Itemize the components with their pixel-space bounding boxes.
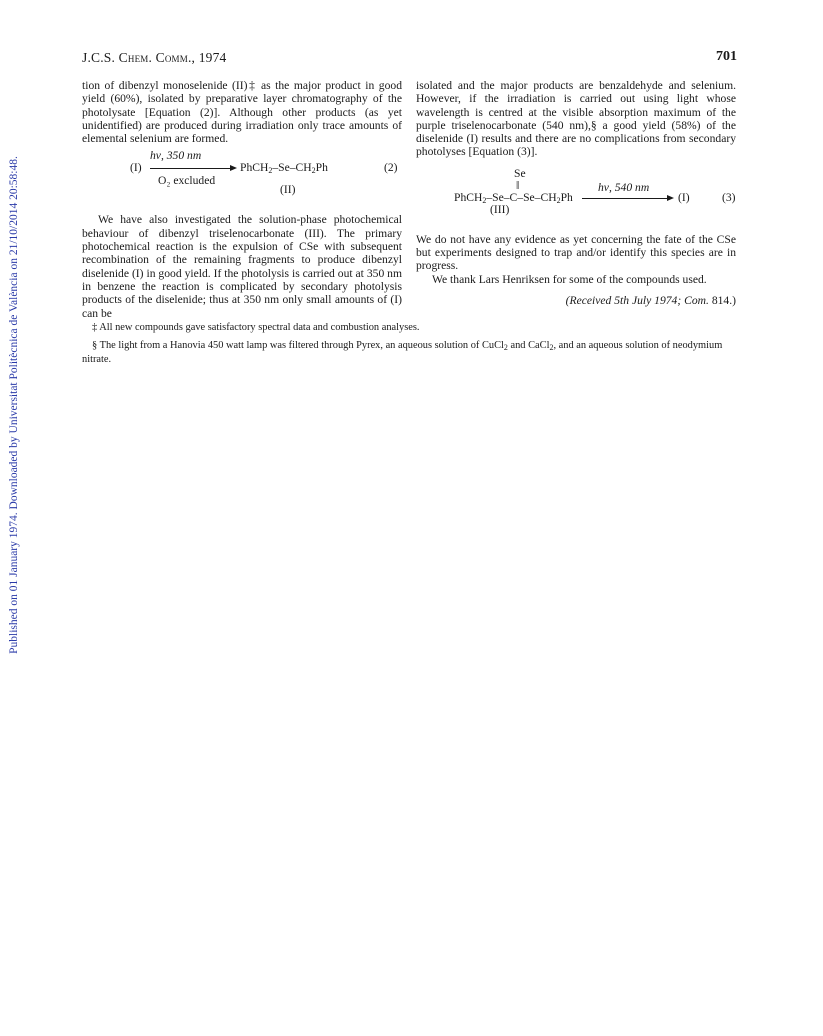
right-para-2: We do not have any evidence as yet concerning the fate of the CSe but experiments designed to trap and/or identify this species are in progress. (416, 232, 736, 273)
left-para-2: We have also investigated the solution-phase photochemical behaviour of dibenzyl triselenocarbonate (III). The primary photochemical reaction is the expulsion of CSe with subsequent recombination of the remaining fragments to produce dibenzyl diselenide (I) in good yield. If the photolysis is carried out at 350 nm in benzene the reaction is complicated by secondary photolysis products of the diselenide; thus at 350 nm only small amounts of (I) can be (82, 213, 402, 320)
left-para-1: tion of dibenzyl monoselenide (II)‡ as the major product in good yield (60%), isolated by preparative layer chromatography of the photolysate [Equation (2)]. Although other products (as yet unidentified) are produced during irradiation only trace amounts of elemental selenium are formed. (82, 79, 402, 146)
right-column (416, 79, 736, 307)
eq2-above: hν, 350 nm (150, 149, 202, 163)
eq2-product-label: (II) (280, 183, 296, 197)
eq2-below: O₂ excluded (158, 174, 216, 188)
eq2-arrow-head (230, 165, 237, 171)
right-para-3: We thank Lars Henriksen for some of the compounds used. (432, 272, 707, 286)
eq2-arrow (150, 168, 231, 169)
equation-3 (416, 167, 736, 233)
eq3-reactant: $PhCH_2-Se-C-Se-CH_2Ph$ (454, 190, 573, 205)
eq3-number: (3) (722, 190, 736, 204)
journal-prefix: J.C.S. (82, 50, 116, 65)
footnote-1-text: All new compounds gave satisfactory spectral data and combustion analyses. (97, 322, 420, 333)
journal-header (82, 50, 227, 66)
left-column (82, 79, 402, 320)
eq2-number: (2) (384, 161, 398, 175)
download-stamp-text: Published on 01 January 1974. Downloaded by Universitat Politècnica de València on 21/10/2014 20:58:48. (8, 156, 20, 654)
journal-comm: Comm., (155, 50, 196, 65)
download-stamp (0, 0, 28, 1036)
footnote-mark-section: § (590, 118, 597, 132)
footnote-2-mark: § (92, 340, 98, 351)
eq3-arrow (582, 198, 668, 199)
footnote-mark-double-dagger: ‡ (247, 79, 257, 92)
eq3-se-top: Se (514, 166, 526, 180)
eq3-arrow-head (667, 195, 674, 201)
eq3-product: (I) (678, 190, 690, 204)
page-number: 701 (716, 49, 737, 64)
eq3-double-bond: ‖ (516, 178, 520, 192)
eq3-reactant-label: (III) (490, 202, 510, 216)
journal-year: 1974 (198, 50, 227, 65)
right-para-1: isolated and the major products are benzaldehyde and selenium. However, if the irradiation is carried out using light whose wavelength is centred at the visible absorption maximum of the purple triselenocarbonate (540 nm),§ a good yield (58%) of the diselenide (I) results and there are no complications from secondary photolyses [Equation (3)]. (416, 79, 737, 159)
footnote-1 (92, 322, 748, 334)
eq2-reactant: (I) (130, 161, 142, 175)
journal-chem: Chem. (118, 50, 153, 65)
received-date: (Received 5th July 1974; Com. 814.) (565, 293, 736, 307)
footnote-1-mark: ‡ (92, 322, 98, 333)
footnote-2: § The light from a Hanovia 450 watt lamp was filtered through Pyrex, an aqueous solution of CuCl$_2$ and CaCl$_2$, and an aqueous solution of neodymium nitrate. (82, 340, 723, 365)
eq3-above: hν, 540 nm (598, 180, 650, 194)
equation-2 (82, 149, 402, 203)
eq2-product: $PhCH_2-Se-CH_2Ph$ (240, 161, 328, 176)
